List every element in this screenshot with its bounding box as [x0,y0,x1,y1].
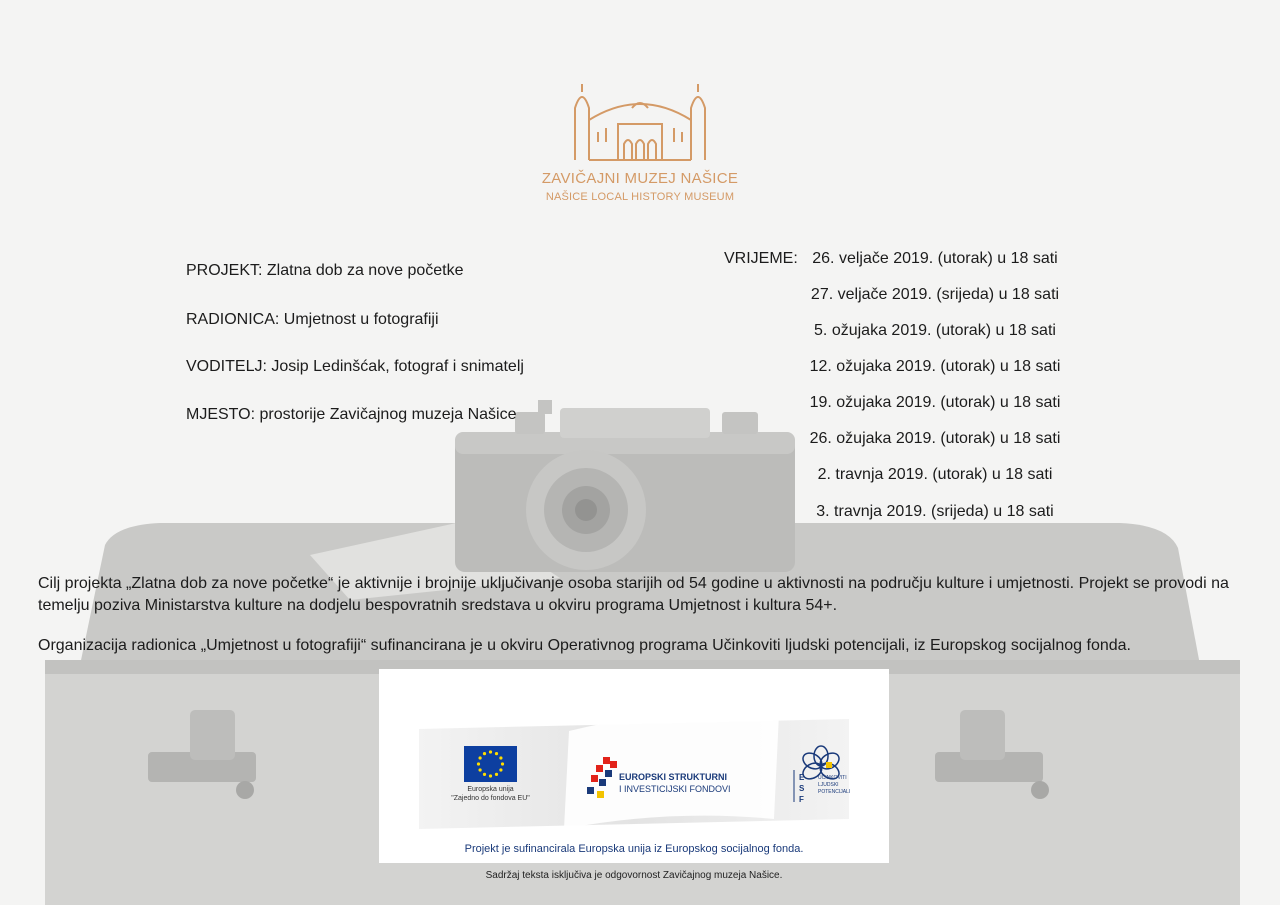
schedule-date: 27. veljače 2019. (srijeda) u 18 sati [810,286,1060,303]
project-goal-paragraph: Cilj projekta „Zlatna dob za nove početke“ je aktivnije i brojnije uključivanje osoba starijih od 54 godine u aktivnosti na području kulture i umjetnosti. Projekt se provodi na temelju poziva Ministarstva kulture na dodjelu bespovratnih sredstava u okviru programa Umjetnost i kultura 54+. [38,575,1229,614]
workshop-line: RADIONICA: Umjetnost u fotografiji [186,311,439,328]
funding-paragraph: Organizacija radionica „Umjetnost u fotografiji“ sufinancirana je u okviru Operativnog programa Učinkoviti ljudski potencijali, iz Europskog socijalnog fonda. [38,637,1131,654]
eu-label: Europska unija [467,786,514,793]
schedule-date: 5. ožujaka 2019. (utorak) u 18 sati [814,322,1056,339]
eu-funding-banner [379,669,889,863]
schedule-date: 19. ožujaka 2019. (utorak) u 18 sati [809,394,1061,411]
location-line: MJESTO: prostorije Zavičajnog muzeja Našice [186,406,517,423]
esif-subtitle: I INVESTICIJSKI FONDOVI [619,784,731,794]
esf-letters: ESF [799,773,805,804]
schedule-date: 2. travnja 2019. (utorak) u 18 sati [817,466,1053,483]
project-line: PROJEKT: Zlatna dob za nove početke [186,262,464,279]
museum-building-icon [550,80,730,162]
schedule-date: 26. ožujaka 2019. (utorak) u 18 sati [809,430,1061,447]
museum-name-en: NAŠICE LOCAL HISTORY MUSEUM [545,191,735,203]
esif-squares-icon [587,757,617,801]
museum-logo [540,80,740,203]
banner-footer-text: Projekt je sufinancirala Europska unija iz Europskog socijalnog fonda. [464,843,804,855]
esif-title: EUROPSKI STRUKTURNI [619,772,728,782]
schedule-date: 26. veljače 2019. (utorak) u 18 sati [812,250,1058,267]
schedule-label: VRIJEME: [724,250,798,267]
schedule-date: 3. travnja 2019. (srijeda) u 18 sati [816,503,1054,520]
eu-flag-icon [464,746,517,782]
leader-line: VODITELJ: Josip Ledinšćak, fotograf i snimatelj [186,358,524,375]
eu-slogan: "Zajedno do fondova EU" [451,795,530,802]
schedule-date: 12. ožujaka 2019. (utorak) u 18 sati [809,358,1061,375]
ulj-label: UČINKOVITI LJUDSKI POTENCIJALI [818,775,851,795]
disclaimer: Sadržaj teksta isključiva je odgovornost Zavičajnog muzeja Našice. [485,870,783,881]
museum-name-hr: ZAVIČAJNI MUZEJ NAŠICE [541,170,739,187]
